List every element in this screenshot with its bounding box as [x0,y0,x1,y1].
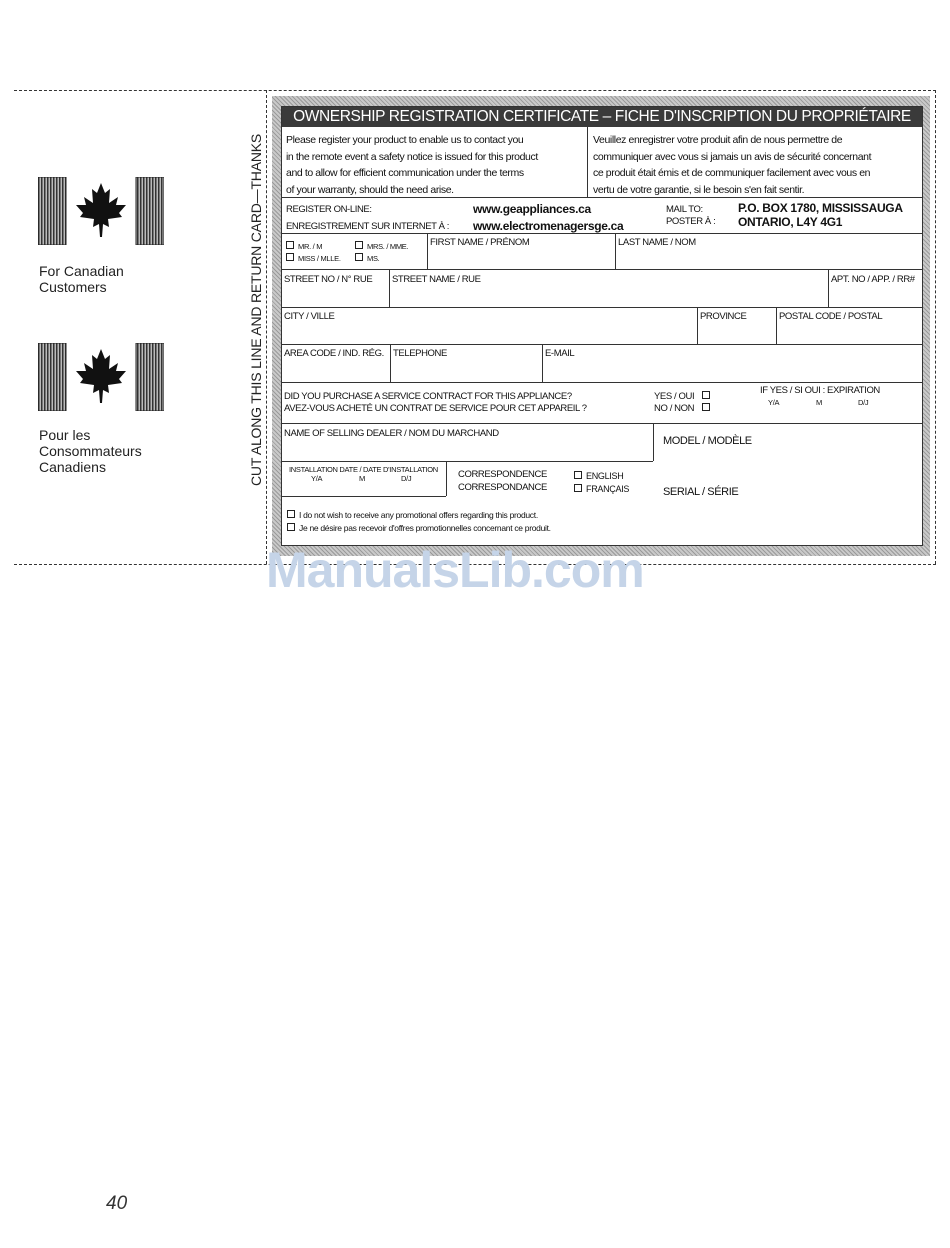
cut-line-top [14,90,936,91]
service-question-fr: AVEZ-VOUS ACHETÉ UN CONTRAT DE SERVICE POUR CET APPAREIL ? [284,403,587,414]
correspondence-fr: CORRESPONDANCE [458,482,547,493]
divider [446,461,447,496]
street-no-field[interactable]: STREET NO / N° RUE [284,274,373,285]
divider [282,269,922,270]
title-ms-option[interactable]: MS. [355,253,379,265]
divider [427,233,428,269]
serial-field[interactable]: SERIAL / SÉRIE [663,486,739,498]
divider [776,307,777,344]
divider [282,233,922,234]
divider [282,423,922,424]
service-question-en: DID YOU PURCHASE A SERVICE CONTRACT FOR THIS APPLIANCE? [284,391,572,402]
register-online-label: REGISTER ON-LINE: [286,204,372,215]
divider [653,423,654,461]
intro-english: Please register your product to enable us to contact you in the remote event a safety notice is issued for this product and to allow for efficient communication under the terms of your warranty, should the need arise. [286,134,538,196]
postal-code-field[interactable]: POSTAL CODE / POSTAL [779,311,883,322]
caption-french: Pour les Consommateurs Canadiens [39,427,142,475]
first-name-field[interactable]: FIRST NAME / PRÉNOM [430,237,530,248]
canada-flag-icon [38,177,164,245]
service-yes-option[interactable]: YES / OUI [654,391,714,403]
expiration-day[interactable]: D/J [858,398,869,407]
mail-address-line1: P.O. BOX 1780, MISSISSAUGA [738,201,903,215]
caption-english: For Canadian Customers [39,263,124,295]
install-date-field[interactable]: INSTALLATION DATE / DATE D'INSTALLATION [289,465,438,474]
divider [282,382,922,383]
cut-line-right [935,90,936,564]
cut-line-left [266,90,267,564]
expiration-label: IF YES / SI OUI : EXPIRATION [760,385,880,396]
install-year[interactable]: Y/A [311,474,323,483]
last-name-field[interactable]: LAST NAME / NOM [618,237,696,248]
city-field[interactable]: CITY / VILLE [284,311,335,322]
cut-instruction: CUT ALONG THIS LINE AND RETURN CARD—THANKS [248,133,264,486]
divider [390,344,391,382]
register-online-url[interactable]: www.geappliances.ca [473,202,591,216]
page-number: 40 [106,1193,128,1214]
area-code-field[interactable]: AREA CODE / IND. RÉG. [284,348,384,359]
optout-fr-option[interactable]: Je ne désire pas recevoir d'offres promotionnelles concernant ce produit. [287,522,551,534]
poster-label: POSTER À : [666,216,716,227]
correspondence-en: CORRESPONDENCE [458,469,547,480]
intro-divider [587,127,588,197]
install-month[interactable]: M [359,474,365,483]
divider [615,233,616,269]
divider [828,269,829,307]
divider [282,496,446,497]
divider [697,307,698,344]
divider [389,269,390,307]
title-mr-option[interactable]: MR. / M [286,241,322,253]
register-internet-label: ENREGISTREMENT SUR INTERNET À : [286,221,450,232]
title-miss-option[interactable]: MISS / MLLE. [286,253,341,265]
service-no-option[interactable]: NO / NON [654,403,714,415]
mail-to-label: MAIL TO: [666,204,703,215]
install-day[interactable]: D/J [401,474,412,483]
title-mrs-option[interactable]: MRS. / MME. [355,241,408,253]
english-option[interactable]: ENGLISH [574,470,623,482]
divider [282,197,922,198]
optout-en-option[interactable]: I do not wish to receive any promotional offers regarding this product. [287,509,538,521]
model-field[interactable]: MODEL / MODÈLE [663,435,752,447]
email-field[interactable]: E-MAIL [545,348,575,359]
canada-flag-icon [38,343,164,411]
card-title: OWNERSHIP REGISTRATION CERTIFICATE – FICHE D'INSCRIPTION DU PROPRIÉTAIRE [282,107,922,127]
divider [282,344,922,345]
divider [282,461,653,462]
expiration-month[interactable]: M [816,398,822,407]
divider [282,307,922,308]
province-field[interactable]: PROVINCE [700,311,747,322]
francais-option[interactable]: FRANÇAIS [574,483,629,495]
expiration-year[interactable]: Y/A [768,398,780,407]
watermark: ManualsLib.com [266,542,644,598]
register-internet-url[interactable]: www.electromenagersge.ca [473,219,624,233]
dealer-field[interactable]: NAME OF SELLING DEALER / NOM DU MARCHAND [284,428,499,439]
apt-no-field[interactable]: APT. NO / APP. / RR# [831,274,915,285]
divider [542,344,543,382]
street-name-field[interactable]: STREET NAME / RUE [392,274,481,285]
mail-address-line2: ONTARIO, L4Y 4G1 [738,215,843,229]
telephone-field[interactable]: TELEPHONE [393,348,447,359]
registration-card [272,96,930,556]
intro-french: Veuillez enregistrer votre produit afin de nous permettre de communiquer avec vous si jamais un avis de sécurité concernant ce produit était émis et de communiquer facilement avec vous en vertu de votre garantie, si le besoin s'en fait sentir. [593,134,872,196]
registration-form [281,106,923,546]
